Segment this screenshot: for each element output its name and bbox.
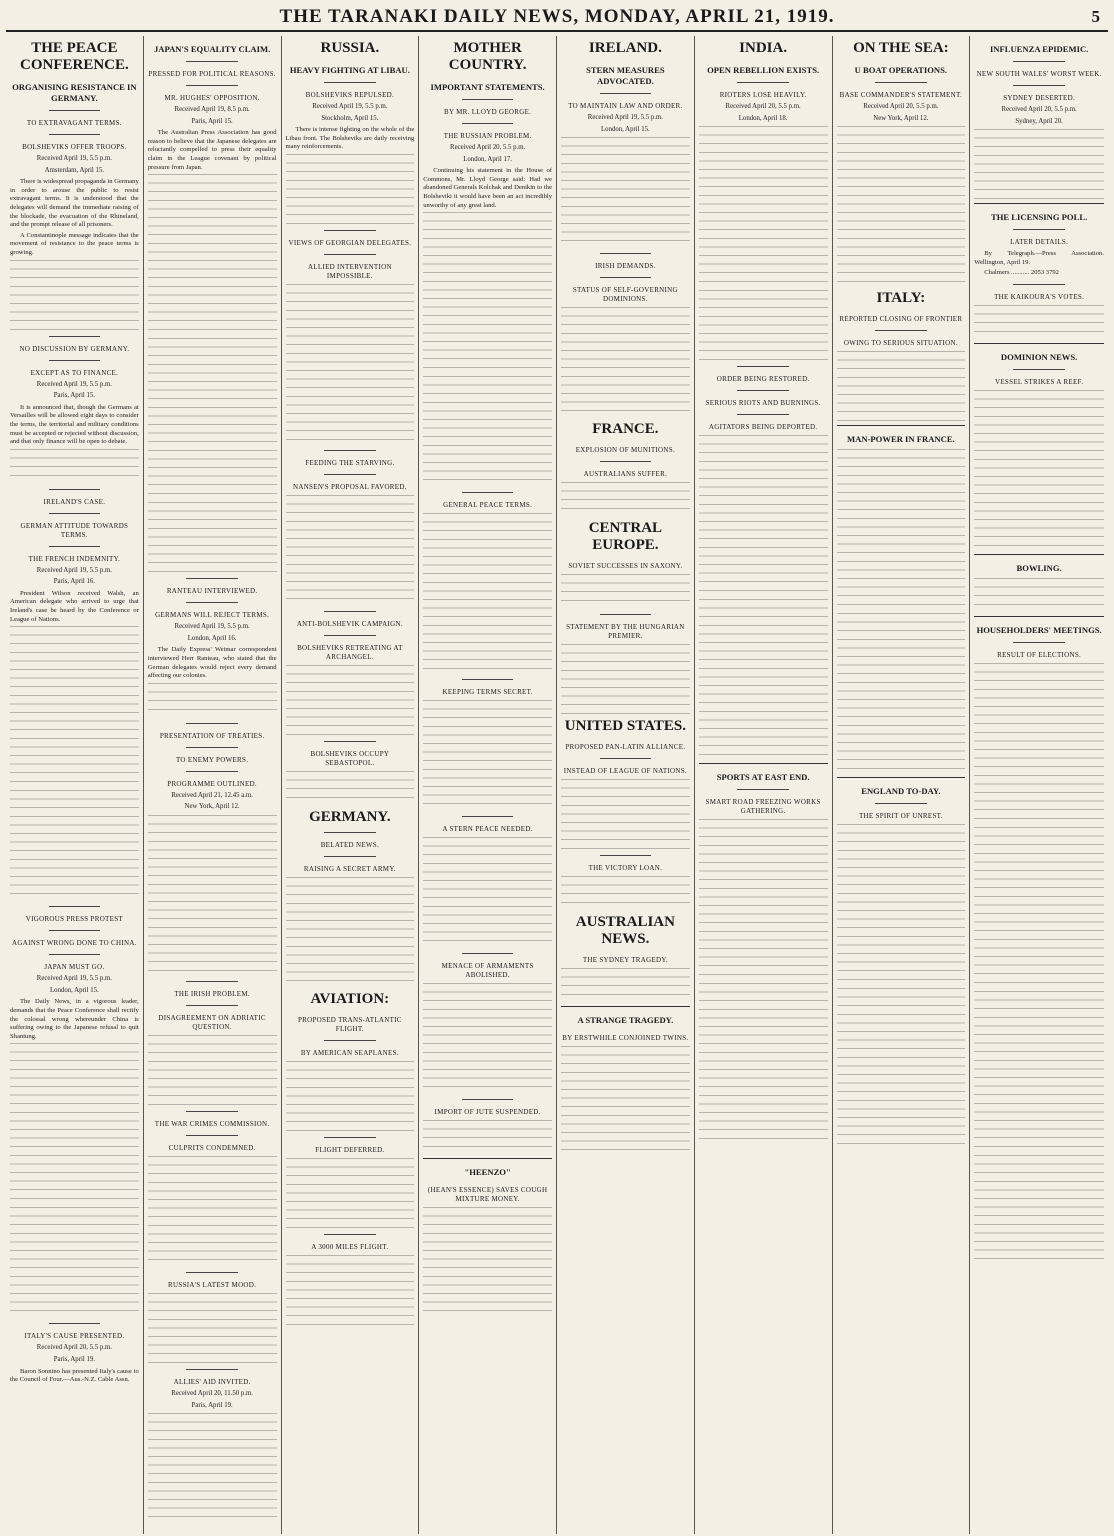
kicker-vessel-reef: VESSEL STRIKES A REEF. (995, 377, 1084, 386)
kicker-presentation: PRESENTATION OF TREATIES. (159, 731, 265, 740)
kicker-terms-secret: KEEPING TERMS SECRET. (442, 688, 533, 697)
headline-influenza: INFLUENZA EPIDEMIC. (989, 44, 1089, 54)
article-paragraph: President Wilson received Walsh, an American delegate who arrived to urge that Ireland's case be heard by the Conference or League of Nations. (10, 589, 139, 623)
kicker-hungarian-premier: STATEMENT BY THE HUNGARIAN PREMIER. (566, 623, 685, 641)
headline-peace-conference: THE PEACE CONFERENCE. (19, 40, 129, 73)
article-paragraph: The Australian Press Association has good reason to believe that the Japanese delegates are reluctantly compelled to press their equality claim in the League covenant by political pressure from Japan. (147, 129, 277, 171)
headline-mother-country: MOTHER COUNTRY. (448, 40, 527, 73)
received-line: Received April 20, 5.5 p.m. (725, 103, 801, 110)
article-paragraph: The Daily Express' Weimar correspondent interviewed Herr Ranteau, who stated that the German delegates would reject every demand affecting our colonies. (147, 646, 277, 680)
headline-italy: ITALY: (876, 290, 926, 307)
received-line: Received April 19, 5.5 p.m. (174, 623, 250, 631)
kicker-japan-must-go: JAPAN MUST GO. (44, 963, 105, 972)
headline-strange-tragedy: A STRANGE TRAGEDY. (577, 1015, 674, 1026)
masthead-title: THE TARANAKI DAILY NEWS, MONDAY, APRIL 21, 1919. (279, 6, 835, 27)
dateline: London, April 18. (738, 114, 788, 122)
kicker-spirit-unrest: THE SPIRIT OF UNREST. (858, 812, 943, 821)
headline-ireland: IRELAND. (588, 40, 662, 56)
subhead-stern: STERN MEASURES ADVOCATED. (586, 65, 665, 86)
kicker-irish-problem: THE IRISH PROBLEM. (174, 989, 250, 998)
kicker-transatlantic: PROPOSED TRANS-ATLANTIC FLIGHT. (297, 1015, 402, 1033)
kicker-germans-reject: GERMANS WILL REJECT TERMS. (155, 611, 270, 620)
kicker-wrong-china: AGAINST WRONG DONE TO CHINA. (12, 939, 137, 948)
column-5 (557, 36, 695, 1534)
headline-bowling: BOWLING. (1016, 562, 1062, 573)
subhead-libau: HEAVY FIGHTING AT LIBAU. (289, 65, 410, 75)
headline-on-the-sea: ON THE SEA: (853, 40, 949, 56)
subhead-statements: IMPORTANT STATEMENTS. (430, 82, 545, 92)
kicker-repulsed: BOLSHEVIKS REPULSED. (305, 91, 395, 99)
kicker-except-finance: EXCEPT AS TO FINANCE. (30, 368, 119, 377)
kicker-irish-demands: IRISH DEMANDS. (595, 262, 656, 271)
kicker-anti-bolshevik: ANTI-BOLSHEVIK CAMPAIGN. (296, 619, 403, 628)
kicker-pan-latin: PROPOSED PAN-LATIN ALLIANCE. (565, 743, 686, 752)
kicker-lloyd-george: BY MR. LLOYD GEORGE. (444, 108, 532, 116)
kicker-secret-army: RAISING A SECRET ARMY. (303, 864, 396, 873)
kicker-pressed-political: PRESSED FOR POLITICAL REASONS. (148, 70, 276, 78)
kicker-bolsheviks-troops: BOLSHEVIKS OFFER TROOPS. (22, 143, 127, 151)
kicker-explosion: EXPLOSION OF MUNITIONS. (575, 446, 675, 455)
kicker-hughes-opposition: MR. HUGHES' OPPOSITION. (164, 94, 260, 102)
kicker-culprits: CULPRITS CONDEMNED. (168, 1143, 256, 1152)
subhead-rebellion: OPEN REBELLION EXISTS. (707, 65, 820, 75)
kicker-base-commander: BASE COMMANDER'S STATEMENT. (839, 91, 963, 99)
dateline: London, April 15. (601, 125, 650, 133)
kicker-sebastopol: BOLSHEVIKS OCCUPY SEBASTOPOL. (310, 749, 390, 767)
dateline: Paris, April 15. (53, 392, 95, 400)
kicker-enemy-powers: TO ENEMY POWERS. (175, 755, 249, 764)
kicker-victory-loan: THE VICTORY LOAN. (588, 864, 663, 873)
headline-licensing-poll: THE LICENSING POLL. (991, 212, 1088, 223)
headline-japan-equality: JAPAN'S EQUALITY CLAIM. (153, 44, 271, 54)
dateline: Stockholm, April 15. (321, 114, 379, 122)
headline-russia: RUSSIA. (320, 40, 380, 56)
kicker-australians-suffer: AUSTRALIANS SUFFER. (583, 470, 668, 479)
kicker-programme: PROGRAMME OUTLINED. (167, 779, 257, 788)
received-line: Received April 19, 5.5 p.m. (36, 566, 112, 574)
kicker-archangel: BOLSHEVIKS RETREATING AT ARCHANGEL. (297, 643, 403, 661)
kicker-law-order: TO MAINTAIN LAW AND ORDER. (568, 102, 683, 110)
kicker-sydney-tragedy: THE SYDNEY TRAGEDY. (582, 956, 668, 965)
headline-dominion-news: DOMINION NEWS. (1000, 351, 1078, 362)
headline-manpower-france: MAN-POWER IN FRANCE. (847, 434, 955, 445)
kicker-german-attitude: GERMAN ATTITUDE TOWARDS TERMS. (20, 521, 129, 539)
received-line: Received April 20, 5.5 p.m. (1001, 106, 1077, 113)
received-line: Received April 20, 11.50 p.m. (171, 1389, 253, 1397)
headline-germany: GERMANY. (309, 808, 391, 825)
kicker-russian-problem: THE RUSSIAN PROBLEM. (443, 132, 532, 140)
kicker-later-details: LATER DETAILS. (1010, 238, 1069, 247)
article-paragraph: There is intense fighting on the whole of the Libau front. The Bolsheviks are daily receiving many reinforcements. (285, 126, 415, 151)
dateline: New York, April 12. (184, 803, 240, 811)
kicker-general-peace: GENERAL PEACE TERMS. (443, 501, 533, 510)
advert-heenzo-subtitle: (HEAN'S ESSENCE) SAVES COUGH MIXTURE MONEY. (427, 1186, 548, 1204)
kicker-twins: BY ERSTWHILE CONJOINED TWINS. (562, 1034, 689, 1043)
column-7 (833, 36, 971, 1534)
kicker-no-discussion: NO DISCUSSION BY GERMANY. (19, 344, 130, 353)
article-paragraph: By Telegraph.—Press Association. Wellington, April 19. (974, 250, 1104, 266)
headline-india: INDIA. (739, 40, 788, 56)
headline-france: FRANCE. (592, 421, 659, 438)
dateline: Paris, April 16. (53, 578, 95, 586)
headline-england-today: ENGLAND TO-DAY. (861, 786, 941, 797)
dateline: Paris, April 19. (53, 1356, 95, 1363)
dateline: Paris, April 19. (191, 1401, 233, 1409)
poll-result-chalmers: Chalmers ........... 2053 3792 (984, 269, 1059, 277)
headline-australian-news: AUSTRALIAN NEWS. (575, 914, 675, 948)
dateline: London, April 15. (50, 986, 99, 994)
received-line: Received April 20, 5.5 p.m. (36, 1344, 112, 1352)
kicker-belated: BELATED NEWS. (320, 840, 380, 849)
kicker-3000-miles: A 3000 MILES FLIGHT. (311, 1242, 389, 1251)
column-2 (144, 36, 282, 1534)
article-paragraph: Continuing his statement in the House of Commons, Mr. Lloyd George said: Had we abandoned Generals Kolchak and Denikin to the Bolsheviki it would have been an act incredibly unworthy of any great land. (423, 167, 552, 209)
dateline: New York, April 12. (873, 114, 929, 122)
subhead-organising: ORGANISING RESISTANCE IN GERMANY. (12, 82, 137, 103)
kicker-status-dominions: STATUS OF SELF-GOVERNING DOMINIONS. (572, 286, 678, 304)
kicker-sydney-deserted: SYDNEY DESERTED. (1003, 94, 1076, 102)
column-8 (970, 36, 1108, 1534)
article-paragraph: The Daily News, in a vigorous leader, demands that the Peace Conference shall rectify the colossal wrong whereunder China is suffering owing to the Japanese refusal to quit Shantung. (10, 998, 139, 1040)
kicker-feeding: FEEDING THE STARVING. (305, 458, 395, 467)
kicker-irelands-case: IRELAND'S CASE. (43, 497, 106, 506)
kicker-adriatic: DISAGREEMENT ON ADRIATIC QUESTION. (158, 1013, 266, 1031)
dateline: London, April 16. (187, 634, 237, 642)
kicker-allies-aid: ALLIES' AID INVITED. (173, 1377, 251, 1386)
kicker-intervention: ALLIED INTERVENTION IMPOSSIBLE. (307, 262, 392, 280)
received-line: Received April 19, 5.5 p.m. (36, 975, 112, 983)
received-line: Received April 19, 5.5 p.m. (312, 103, 388, 110)
kicker-smart-road: SMART ROAD FREEZING WORKS GATHERING. (705, 798, 821, 816)
subhead-uboat: U BOAT OPERATIONS. (854, 65, 948, 75)
headline-householders: HOUSEHOLDERS' MEETINGS. (976, 624, 1102, 635)
kicker-russias-mood: RUSSIA'S LATEST MOOD. (168, 1280, 257, 1289)
received-line: Received April 19, 5.5 p.m. (587, 114, 663, 121)
kicker-kaikoura: THE KAIKOURA'S VOTES. (994, 292, 1085, 301)
headline-aviation: AVIATION: (310, 990, 390, 1007)
column-4 (419, 36, 557, 1534)
kicker-armaments: MENACE OF ARMAMENTS ABOLISHED. (441, 962, 534, 980)
kicker-war-crimes: THE WAR CRIMES COMMISSION. (154, 1119, 270, 1128)
article-paragraph: There is widespread propaganda in Germany in order to arouse the public to resist extravagant terms. It is understood that the delegates will demand the immediate raising of the blockade, the evacuation of the Rhineland, and the prompt release of all prisoners. (10, 178, 139, 229)
kicker-italys-cause: ITALY'S CAUSE PRESENTED. (24, 1332, 125, 1341)
kicker-agitators: AGITATORS BEING DEPORTED. (708, 423, 818, 432)
kicker-order-restored: ORDER BEING RESTORED. (716, 375, 810, 384)
received-line: Received April 21, 12.45 a.m. (171, 791, 253, 799)
headline-united-states: UNITED STATES. (564, 718, 686, 735)
dateline: Sydney, April 20. (1015, 117, 1063, 125)
kicker-serious-situation: OWING TO SERIOUS SITUATION. (843, 339, 958, 348)
kicker-seaplanes: BY AMERICAN SEAPLANES. (300, 1048, 399, 1057)
article-paragraph: Baron Sonnino has presented Italy's cause to the Council of Four.—Aus.-N.Z. Cable Assn. (10, 1367, 139, 1384)
kicker-georgian: VIEWS OF GEORGIAN DELEGATES. (288, 238, 412, 247)
article-paragraph: It is announced that, though the Germans at Versailles will be allowed eight days to consider the terms, the territorial and military conditions must be accepted or rejected without discussion, and that only finance will be open to debate. (10, 403, 139, 446)
masthead (6, 4, 1108, 32)
received-line: Received April 20, 5.5 p.m. (450, 144, 526, 151)
advert-heenzo: "HEENZO" (464, 1167, 511, 1178)
column-6 (695, 36, 833, 1534)
received-line: Received April 20, 5.5 p.m. (863, 103, 939, 110)
kicker-instead-league: INSTEAD OF LEAGUE OF NATIONS. (563, 767, 687, 776)
column-1 (6, 36, 144, 1534)
received-line: Received April 19, 8.5 p.m. (174, 106, 250, 113)
kicker-flight-deferred: FLIGHT DEFERRED. (315, 1145, 385, 1154)
kicker-nansen: NANSEN'S PROPOSAL FAVORED. (292, 482, 407, 491)
article-paragraph: A Constantinople message indicates that the movement of resistance to the peace terms is growing. (10, 231, 139, 256)
columns (6, 36, 1108, 1534)
dateline: London, April 17. (463, 155, 512, 163)
kicker-rioters: RIOTERS LOSE HEAVILY. (719, 91, 807, 99)
received-line: Received April 19, 5.5 p.m. (36, 380, 112, 388)
kicker-soviet-saxony: SOVIET SUCCESSES IN SAXONY. (568, 562, 683, 571)
kicker-stern-peace: A STERN PEACE NEEDED. (442, 825, 533, 834)
kicker-vigorous-protest: VIGOROUS PRESS PROTEST (25, 915, 123, 924)
page-number: 5 (1091, 7, 1100, 26)
kicker-french-indemnity: THE FRENCH INDEMNITY. (28, 554, 121, 563)
received-line: Received April 19, 5.5 p.m. (36, 155, 112, 162)
kicker-jute: IMPORT OF JUTE SUSPENDED. (434, 1108, 541, 1117)
kicker-extravagant: TO EXTRAVAGANT TERMS. (26, 119, 122, 127)
kicker-serious-riots: SERIOUS RIOTS AND BURNINGS. (705, 399, 821, 408)
headline-central-europe: CENTRAL EUROPE. (588, 520, 663, 554)
column-3 (282, 36, 420, 1534)
kicker-ranteau: RANTEAU INTERVIEWED. (166, 587, 258, 596)
kicker-frontier: REPORTED CLOSING OF FRONTIER (839, 315, 963, 324)
headline-sports-east-end: SPORTS AT EAST END. (716, 772, 810, 783)
kicker-nsw-worst-week: NEW SOUTH WALES' WORST WEEK. (976, 70, 1102, 78)
dateline: Paris, April 15. (191, 117, 233, 125)
dateline: Amsterdam, April 15. (44, 166, 105, 174)
kicker-result-elections: RESULT OF ELECTIONS. (997, 650, 1082, 659)
